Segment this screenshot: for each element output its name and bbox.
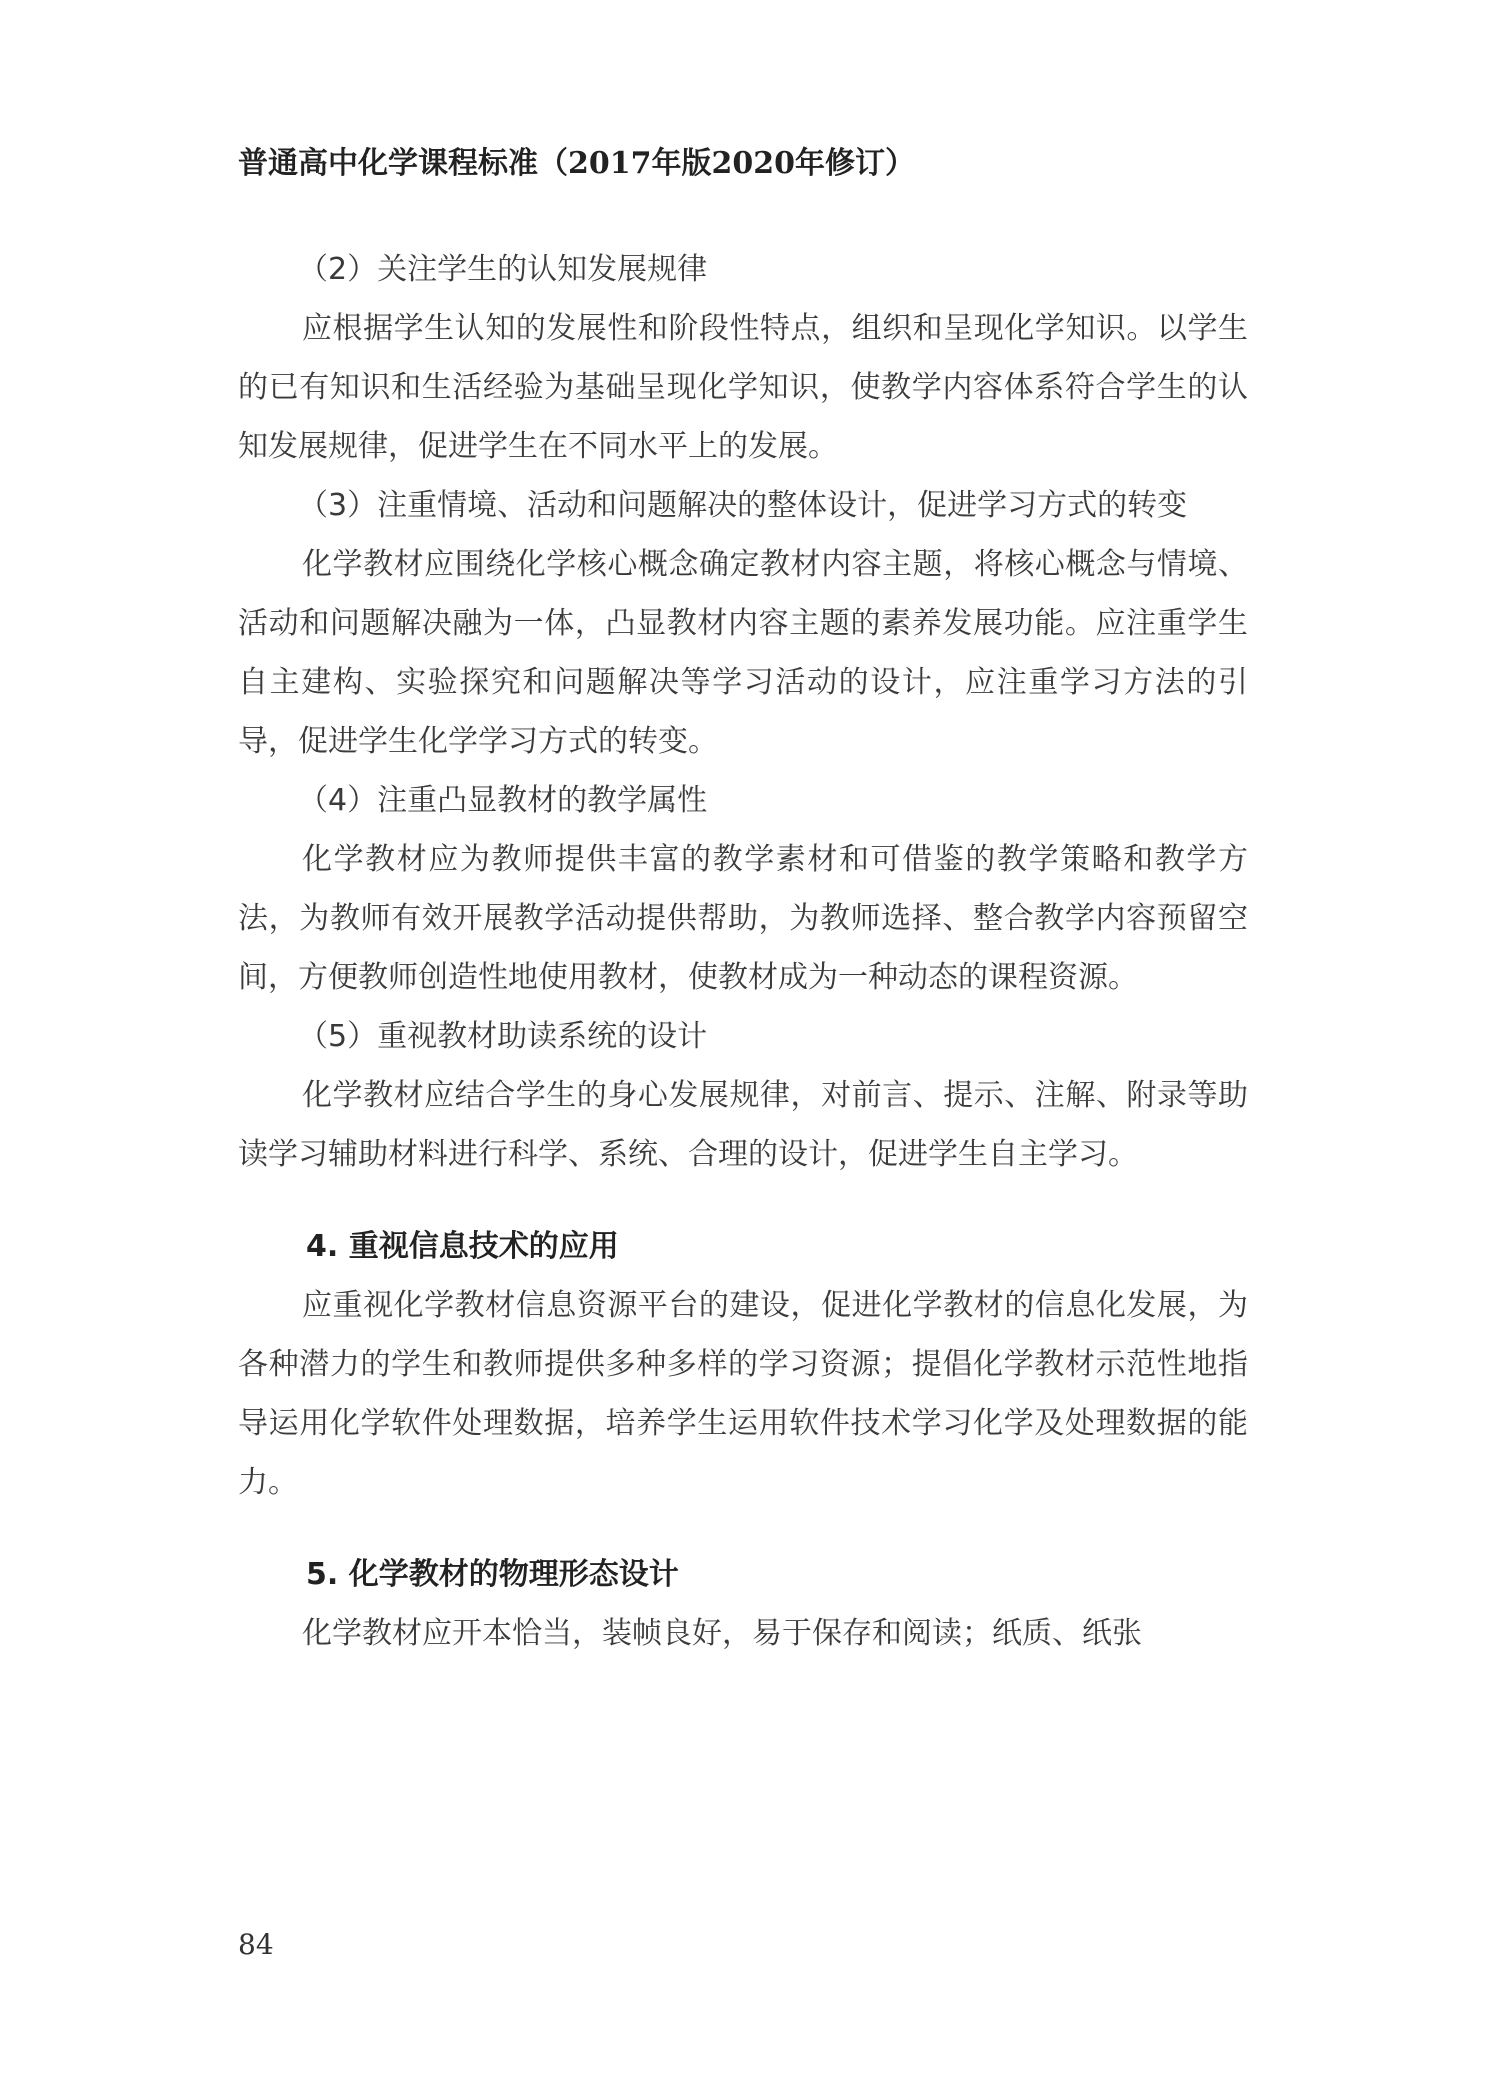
body-text: [238, 240, 1248, 1663]
section-heading: 5. 化学教材的物理形态设计: [306, 1557, 679, 1592]
paragraph: 化学教材应围绕化学核心概念确定教材内容主题，将核心概念与情境、活动和问题解决融为一体，凸显教材内容主题的素养发展功能。应注重学生自主建构、实验探究和问题解决等学习活动的设计，应注重学习方法的引导，促进学生化学学习方式的转变。: [238, 547, 1248, 759]
paragraph: 化学教材应结合学生的身心发展规律，对前言、提示、注解、附录等助读学习辅助材料进行科学、系统、合理的设计，促进学生自主学习。: [238, 1078, 1248, 1172]
subsection-heading: （3）注重情境、活动和问题解决的整体设计，促进学习方式的转变: [298, 488, 1188, 523]
paragraph: 应根据学生认知的发展性和阶段性特点，组织和呈现化学知识。以学生的已有知识和生活经验为基础呈现化学知识，使教学内容体系符合学生的认知发展规律，促进学生在不同水平上的发展。: [238, 311, 1248, 464]
section-heading: 4. 重视信息技术的应用: [306, 1229, 619, 1264]
subsection-heading: （5）重视教材助读系统的设计: [298, 1019, 708, 1054]
paragraph: 化学教材应开本恰当，装帧良好，易于保存和阅读；纸质、纸张: [302, 1616, 1142, 1651]
subsection-heading: （2）关注学生的认知发展规律: [298, 252, 708, 287]
page-number: 84: [238, 1928, 274, 1961]
subsection-heading: （4）注重凸显教材的教学属性: [298, 783, 708, 818]
paragraph: 应重视化学教材信息资源平台的建设，促进化学教材的信息化发展，为各种潜力的学生和教师提供多种多样的学习资源；提倡化学教材示范性地指导运用化学软件处理数据，培养学生运用软件技术学习化学及处理数据的能力。: [238, 1288, 1248, 1500]
paragraph: 化学教材应为教师提供丰富的教学素材和可借鉴的教学策略和教学方法，为教师有效开展教学活动提供帮助，为教师选择、整合教学内容预留空间，方便教师创造性地使用教材，使教材成为一种动态的课程资源。: [238, 842, 1248, 995]
running-header: 普通高中化学课程标准（2017年版2020年修订）: [238, 146, 915, 181]
